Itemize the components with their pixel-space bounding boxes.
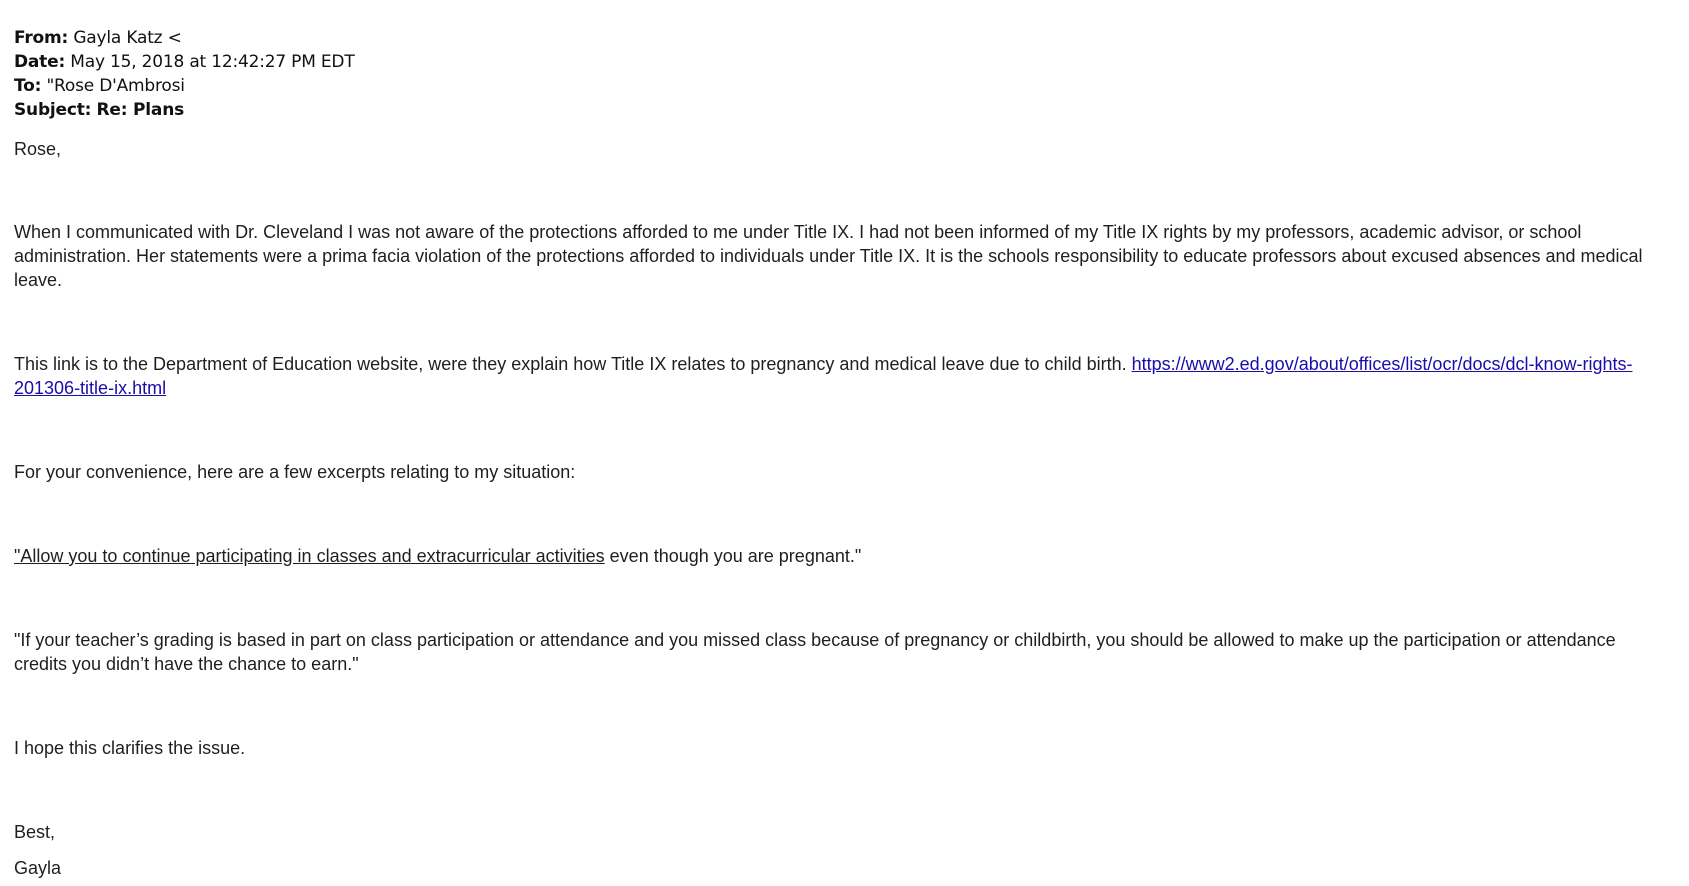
email-view <box>14 26 1664 880</box>
greeting: Rose, <box>14 139 62 159</box>
signoff: Best, <box>14 822 56 842</box>
paragraph-link <box>14 352 1664 400</box>
ed-gov-link[interactable]: https://www2.ed.gov/about/offices/list/ocr/docs/dcl-know-rights-201306-title-ix.html <box>14 354 1633 398</box>
from-label: From: <box>14 28 69 48</box>
date-value: May 15, 2018 at 12:42:27 PM EDT <box>70 52 355 72</box>
paragraph-link-text: This link is to the Department of Education website, were they explain how Title IX relates to pregnancy and medical leave due to child birth. <box>14 354 1132 374</box>
email-body <box>14 137 1664 880</box>
date-row <box>14 50 1664 74</box>
paragraph-excerpts-intro: For your convenience, here are a few excerpts relating to my situation: <box>14 462 576 482</box>
quote-grading: "If your teacher’s grading is based in part on class participation or attendance and you missed class because of pregnancy or childbirth, you should be allowed to make up the participation or attendance credits you didn’t have the chance to earn." <box>14 630 1616 674</box>
from-value: Gayla Katz < <box>73 28 182 48</box>
quote-participation <box>14 544 1664 568</box>
subject-row <box>14 98 1664 122</box>
to-row <box>14 74 1664 98</box>
signature: Gayla <box>14 858 62 878</box>
from-row <box>14 26 1664 50</box>
to-label: To: <box>14 76 42 96</box>
quote-participation-underlined: "Allow you to continue participating in classes and extracurricular activities <box>14 546 605 566</box>
subject-value: Re: Plans <box>96 100 185 120</box>
closing-line: I hope this clarifies the issue. <box>14 738 246 758</box>
quote-participation-rest: even though you are pregnant." <box>604 546 862 566</box>
email-header <box>14 26 1664 122</box>
paragraph-title-ix: When I communicated with Dr. Cleveland I was not aware of the protections afforded to me under Title IX. I had not been informed of my Title IX rights by my professors, academic advisor, or school administration. Her statements were a prima facia violation of the protections afforded to individuals under Title IX. It is the schools responsibility to educate professors about excused absences and medical leave. <box>14 222 1643 290</box>
subject-label: Subject: <box>14 100 92 120</box>
date-label: Date: <box>14 52 66 72</box>
to-value: "Rose D'Ambrosi <box>46 76 185 96</box>
